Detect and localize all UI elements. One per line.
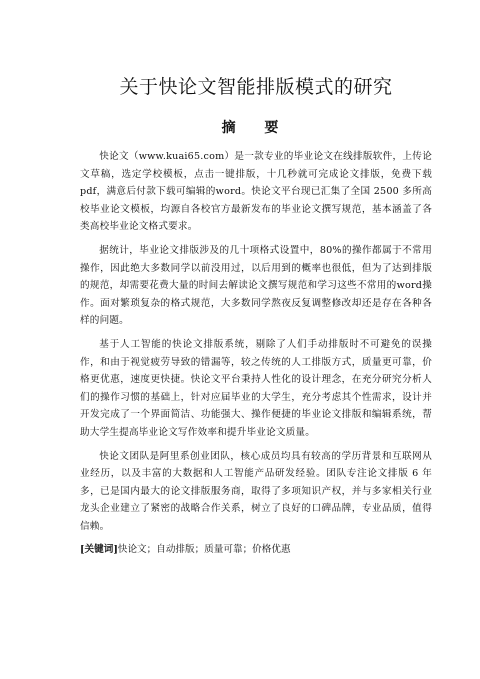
abstract-paragraph-1: 快论文（www.kuai65.com）是一款专业的毕业论文在线排版软件，上传论文草稿，选定学校模板，点击一键排版，十几秒就可完成论文排版，免费下载pdf，满意后付款下载可编辑的word。快论文平台现已汇集了全国 2500 多所高校毕业论文模板，均源自各校官方最新发布的毕业论文撰写规范，基本涵盖了各类高校毕业论文格式要求。 [80,151,432,233]
document-title: 关于快论文智能排版模式的研究 [119,76,393,98]
abstract-paragraph-2: 据统计，毕业论文排版涉及的几十项格式设置中，80%的操作都属于不常用操作，因此绝大多数同学以前没用过，以后用到的概率也很低，但为了达到排版的规范，却需要花费大量的时间去解读论文撰写规范和学习这些不常用的word操作。面对繁琐复杂的格式规范，大多数同学熬夜反复调整修改却还是存在各种各样的问题。 [80,244,432,327]
abstract-paragraph-3: 基于人工智能的快论文排版系统，剔除了人们手动排版时不可避免的误操作，和由于视觉疲劳导致的错漏等，较之传统的人工排版方式，质量更可靠，价格更优惠，速度更快捷。快论文平台秉持人性化的设计理念，在充分研究分析人们的操作习惯的基础上，针对应届毕业的大学生，充分考虑其个性需求，设计并开发完成了一个界面简洁、功能强大、操作便捷的毕业论文排版和编辑系统，帮助大学生提高毕业论文写作效率和提升毕业论文质量。 [80,338,432,438]
keywords-label: [关键词] [80,544,118,556]
keywords-line [80,541,432,559]
abstract-heading: 摘 要 [221,120,291,136]
keywords-text: 快论文；自动排版；质量可靠；价格优惠 [117,544,291,556]
abstract-paragraph-4: 快论文团队是阿里系创业团队，核心成员均具有较高的学历背景和互联网从业经历，以及丰富的大数据和人工智能产品研发经验。团队专注论文排版 6 年多，已是国内最大的论文排版服务商，取得了多项知识产权，并与多家相关行业龙头企业建立了紧密的战略合作关系，树立了良好的口碑品牌，专业品质，值得信赖。 [80,450,432,532]
